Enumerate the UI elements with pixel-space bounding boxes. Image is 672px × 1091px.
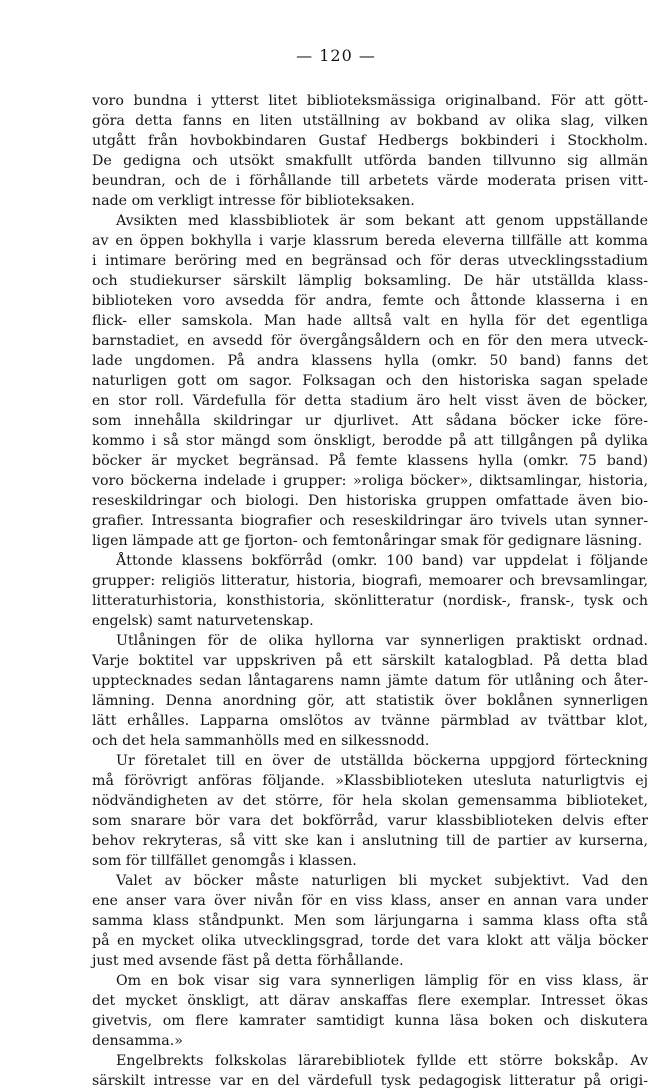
text-line: lade ungdomen. På andra klassens hylla (omkr. 50 band) fanns det (92, 353, 648, 369)
text-line: nade om verkligt intresse för biblioteksaken. (92, 193, 415, 209)
text-line: i intimare beröring med en begränsad och för deras utvecklingsstadium (92, 253, 648, 269)
text-line: det mycket önskligt, att därav anskaffas flere exemplar. Intresset ökas (92, 993, 648, 1009)
body-text (92, 91, 648, 1091)
text-line: givetvis, om flere kamrater samtidigt kunna läsa boken och diskutera (92, 1013, 648, 1029)
text-line: behov rekryteras, så vitt ske kan i anslutning till de partier av kurserna, (92, 833, 648, 849)
text-line: Utlåningen för de olika hyllorna var synnerligen praktiskt ordnad. (116, 633, 648, 649)
text-line: göra detta fanns en liten utställning av bokband av olika slag, vilken (92, 113, 648, 129)
text-line: litteraturhistoria, konsthistoria, skönlitteratur (nordisk-, fransk-, tysk och (92, 593, 648, 609)
text-line: lätt erhålles. Lapparna omslötos av tvänne pärmblad av tvättbar klot, (92, 713, 648, 729)
text-line: beundran, och de i förhållande till arbetets värde moderata prisen vitt- (92, 173, 648, 189)
page-number: — 120 — (296, 46, 376, 65)
text-line: densamma.» (92, 1033, 183, 1049)
text-line: naturligen gott om sagor. Folksagan och den historiska sagan spelade (92, 373, 648, 389)
text-line: som för tillfället genomgås i klassen. (92, 853, 357, 869)
text-line: flick- eller samskola. Man hade alltså valt en hylla för det egentliga (92, 313, 648, 329)
text-line: och det hela sammanhölls med en silkessnodd. (92, 733, 430, 749)
text-line: ligen lämpade att ge fjorton- och femtonåringar smak för gedignare läsning. (92, 533, 643, 549)
text-line: De gedigna och utsökt smakfullt utförda banden tillvunno sig allmän (92, 153, 648, 169)
text-line: voro böckerna indelade i grupper: »roliga böcker», diktsamlingar, historia, (92, 473, 648, 489)
text-line: må förövrigt anföras följande. »Klassbiblioteken utesluta naturligtvis ej (92, 773, 648, 789)
text-line: grafier. Intressanta biografier och reseskildringar äro tvivels utan synner- (92, 513, 648, 529)
text-line: just med avsende fäst på detta förhållande. (92, 953, 404, 969)
text-line: Valet av böcker måste naturligen bli mycket subjektivt. Vad den (116, 873, 648, 889)
text-line: barnstadiet, en avsedd för övergångsåldern och en för den mera utveck- (92, 333, 648, 349)
text-line: av en öppen bokhylla i varje klassrum bereda eleverna tillfälle att komma (92, 233, 648, 249)
text-line: reseskildringar och biologi. Den historiska gruppen omfattade även bio- (92, 493, 648, 509)
text-line: biblioteken voro avsedda för andra, femte och åttonde klasserna i en (92, 293, 648, 309)
text-line: voro bundna i ytterst litet biblioteksmässiga originalband. För att gött- (92, 93, 648, 109)
text-line: Engelbrekts folkskolas lärarebibliotek fyllde ett större bokskåp. Av (116, 1053, 648, 1069)
text-line: lämning. Denna anordning gör, att statistik över boklånen synnerligen (92, 693, 648, 709)
text-line: Varje boktitel var uppskriven på ett särskilt katalogblad. På detta blad (92, 653, 648, 669)
text-line: utgått från hovbokbindaren Gustaf Hedbergs bokbinderi i Stockholm. (92, 133, 648, 149)
text-line: Avsikten med klassbibliotek är som bekant att genom uppställande (116, 213, 648, 229)
text-line: nödvändigheten av det större, för hela skolan gemensamma biblioteket, (92, 793, 648, 809)
text-line: som innehålla skildringar ur djurlivet. Att sådana böcker icke före- (92, 413, 648, 429)
text-line: engelsk) samt naturvetenskap. (92, 613, 314, 629)
text-line: särskilt intresse var en del värdefull tysk pedagogisk litteratur på origi- (92, 1073, 648, 1089)
text-line: och studiekurser särskilt lämplig boksamling. De här utställda klass- (92, 273, 648, 289)
text-line: Åttonde klassens bokförråd (omkr. 100 band) var uppdelat i följande (116, 553, 648, 569)
text-line: upptecknades sedan låntagarens namn jämte datum för utlåning och åter- (92, 673, 648, 689)
text-line: samma klass ståndpunkt. Men som lärjungarna i samma klass ofta stå (92, 913, 648, 929)
text-line: Ur företalet till en över de utställda böckerna uppgjord förteckning (116, 753, 648, 769)
text-line: Om en bok visar sig vara synnerligen lämplig för en viss klass, är (116, 973, 648, 989)
text-line: kommo i så stor mängd som önskligt, berodde på att tillgången på dylika (92, 433, 648, 449)
text-line: som snarare bör vara det bokförråd, varur klassbiblioteken delvis efter (92, 813, 648, 829)
text-line: grupper: religiös litteratur, historia, biografi, memoarer och brevsamlingar, (92, 573, 648, 589)
text-line: böcker är mycket begränsad. På femte klassens hylla (omkr. 75 band) (92, 453, 648, 469)
text-line: en stor roll. Värdefulla för detta stadium äro helt visst även de böcker, (92, 393, 648, 409)
text-line: ene anser vara över nivån för en viss klass, anser en annan vara under (92, 893, 648, 909)
text-line: på en mycket olika utvecklingsgrad, torde det vara klokt att välja böcker (92, 933, 648, 949)
